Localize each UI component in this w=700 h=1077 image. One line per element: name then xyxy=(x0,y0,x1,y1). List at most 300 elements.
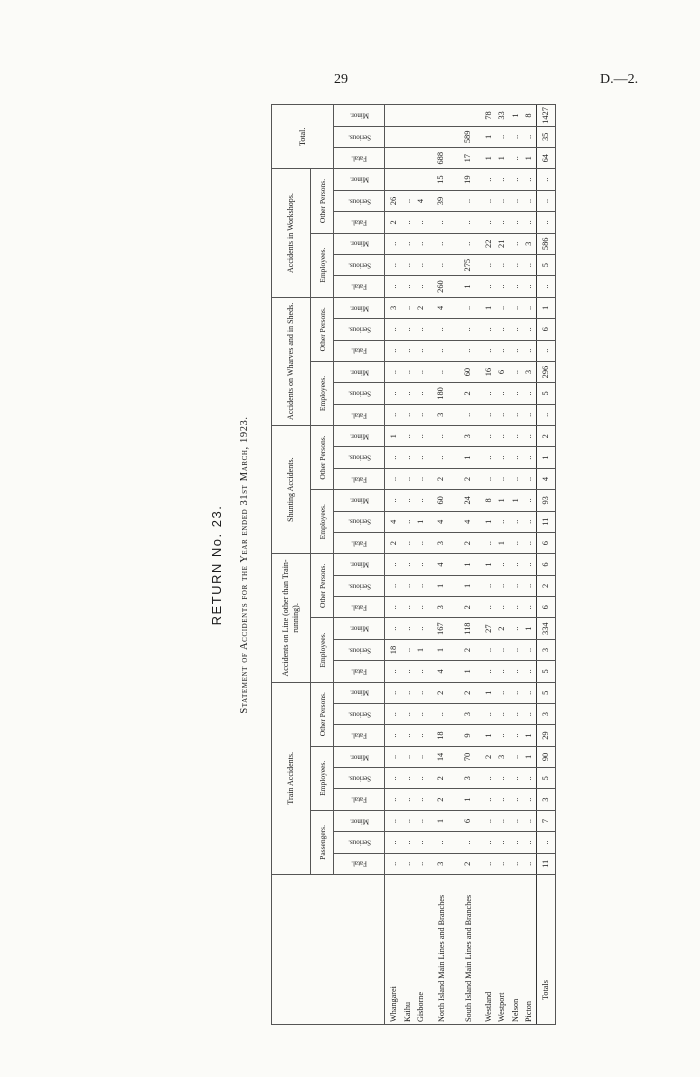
table-cell: .. xyxy=(385,661,401,682)
table-cell: .. xyxy=(509,254,523,275)
table-cell xyxy=(414,126,428,147)
table-cell: .. xyxy=(482,447,496,468)
table-cell: 2 xyxy=(455,597,482,618)
table-row xyxy=(482,105,496,1025)
table-cell: .. xyxy=(414,426,428,447)
table-cell: .. xyxy=(509,212,523,233)
table-cell: 16 xyxy=(482,361,496,382)
table-cell: 9 xyxy=(455,725,482,746)
subgroup-header: Employees. xyxy=(311,490,334,554)
table-cell: 3 xyxy=(522,361,536,382)
table-cell: .. xyxy=(482,426,496,447)
table-cell: 2 xyxy=(428,468,455,489)
table-cell: .. xyxy=(414,853,428,874)
table-cell: .. xyxy=(428,704,455,725)
table-cell: .. xyxy=(522,169,536,190)
column-header: Fatal. xyxy=(334,276,385,297)
table-cell: .. xyxy=(401,532,415,553)
table-cell: 1 xyxy=(482,511,496,532)
table-cell: .. xyxy=(522,597,536,618)
table-cell xyxy=(401,126,415,147)
table-cell: .. xyxy=(414,768,428,789)
column-header: Minor. xyxy=(334,490,385,511)
row-label: Westport xyxy=(495,875,509,1025)
table-cell: .. xyxy=(482,810,496,831)
table-cell: 3 xyxy=(536,639,555,660)
column-header: Serious. xyxy=(334,768,385,789)
table-cell xyxy=(428,105,455,126)
table-cell: 1 xyxy=(536,297,555,318)
table-cell: .. xyxy=(495,468,509,489)
table-cell: 2 xyxy=(455,468,482,489)
table-cell: 21 xyxy=(495,233,509,254)
table-cell: .. xyxy=(401,725,415,746)
table-cell: 1 xyxy=(482,682,496,703)
table-cell: 2 xyxy=(414,297,428,318)
table-cell: .. xyxy=(509,853,523,874)
table-cell: .. xyxy=(401,768,415,789)
table-cell: .. xyxy=(522,810,536,831)
table-cell: 2 xyxy=(455,682,482,703)
table-cell: .. xyxy=(495,725,509,746)
table-cell: .. xyxy=(482,212,496,233)
table-cell: .. xyxy=(428,340,455,361)
table-cell: .. xyxy=(482,768,496,789)
table-cell: 4 xyxy=(536,468,555,489)
table-cell: 2 xyxy=(428,682,455,703)
table-cell: .. xyxy=(522,832,536,853)
table-cell: 5 xyxy=(536,661,555,682)
table-cell: .. xyxy=(414,212,428,233)
return-title: RETURN No. 23. xyxy=(209,504,224,626)
table-cell: 1 xyxy=(522,618,536,639)
table-cell: .. xyxy=(401,661,415,682)
column-header: Minor. xyxy=(334,233,385,254)
row-label: Picton xyxy=(522,875,536,1025)
table-cell: .. xyxy=(482,383,496,404)
table-cell: 2 xyxy=(536,575,555,596)
table-cell: .. xyxy=(414,832,428,853)
table-cell: .. xyxy=(414,618,428,639)
table-cell: 589 xyxy=(455,126,482,147)
table-cell: .. xyxy=(401,704,415,725)
table-cell: 3 xyxy=(455,768,482,789)
table-cell: .. xyxy=(385,404,401,425)
table-cell: .. xyxy=(414,725,428,746)
table-cell: .. xyxy=(401,297,415,318)
table-cell: 4 xyxy=(428,511,455,532)
table-cell: 3 xyxy=(495,746,509,767)
table-cell: .. xyxy=(482,254,496,275)
table-cell: .. xyxy=(385,810,401,831)
column-header: Fatal. xyxy=(334,597,385,618)
subgroup-header: Other Persons. xyxy=(311,169,334,233)
column-header: Minor. xyxy=(334,746,385,767)
row-label: South Island Main Lines and Branches xyxy=(455,875,482,1025)
page-number: 29 xyxy=(334,72,348,87)
table-cell: .. xyxy=(401,447,415,468)
table-cell: .. xyxy=(482,532,496,553)
table-cell: .. xyxy=(401,212,415,233)
table-cell: .. xyxy=(414,468,428,489)
row-label: Westland xyxy=(482,875,496,1025)
table-cell: .. xyxy=(414,383,428,404)
table-cell: .. xyxy=(401,233,415,254)
table-cell: .. xyxy=(522,575,536,596)
subgroup-header: Employees. xyxy=(311,618,334,682)
column-header: Minor. xyxy=(334,297,385,318)
column-header: Minor. xyxy=(334,361,385,382)
table-cell: 2 xyxy=(428,789,455,810)
table-cell: 4 xyxy=(428,297,455,318)
table-cell: 6 xyxy=(536,532,555,553)
table-cell: .. xyxy=(509,618,523,639)
column-header: Fatal. xyxy=(334,725,385,746)
table-cell: .. xyxy=(401,490,415,511)
table-cell: .. xyxy=(482,661,496,682)
table-cell: 1 xyxy=(522,725,536,746)
table-cell: .. xyxy=(385,597,401,618)
table-row xyxy=(385,105,401,1025)
table-cell: 1 xyxy=(455,276,482,297)
table-cell: .. xyxy=(401,319,415,340)
table-cell: 1 xyxy=(482,554,496,575)
table-cell: .. xyxy=(482,789,496,810)
table-cell: 4 xyxy=(428,554,455,575)
table-row xyxy=(455,105,482,1025)
table-cell: 18 xyxy=(428,725,455,746)
table-cell: .. xyxy=(428,212,455,233)
column-header: Minor. xyxy=(334,682,385,703)
table-cell: .. xyxy=(428,361,455,382)
table-cell: .. xyxy=(385,468,401,489)
table-cell: 2 xyxy=(482,746,496,767)
table-cell: 1 xyxy=(536,447,555,468)
table-cell: .. xyxy=(495,832,509,853)
table-cell: 1 xyxy=(482,297,496,318)
table-cell: .. xyxy=(522,383,536,404)
table-cell: .. xyxy=(522,297,536,318)
table-cell: 6 xyxy=(495,361,509,382)
table-cell: .. xyxy=(385,276,401,297)
table-cell: 2 xyxy=(428,768,455,789)
table-cell: 1 xyxy=(428,575,455,596)
table-row xyxy=(522,105,536,1025)
table-cell: .. xyxy=(522,276,536,297)
table-cell: 11 xyxy=(536,511,555,532)
table-cell: 5 xyxy=(536,768,555,789)
table-cell: 2 xyxy=(455,532,482,553)
table-cell: 1427 xyxy=(536,105,555,126)
table-cell: .. xyxy=(495,340,509,361)
table-cell: 1 xyxy=(509,490,523,511)
table-cell: .. xyxy=(401,746,415,767)
row-label: Nelson xyxy=(509,875,523,1025)
table-cell: .. xyxy=(495,511,509,532)
table-cell: .. xyxy=(414,661,428,682)
column-header: Serious. xyxy=(334,447,385,468)
table-cell: .. xyxy=(522,768,536,789)
table-cell: 1 xyxy=(455,661,482,682)
table-cell: .. xyxy=(414,746,428,767)
table-cell: .. xyxy=(414,319,428,340)
table-cell: .. xyxy=(385,704,401,725)
table-cell: .. xyxy=(495,297,509,318)
table-cell: .. xyxy=(401,340,415,361)
accidents-table xyxy=(271,104,556,1025)
table-cell: .. xyxy=(536,212,555,233)
table-cell: .. xyxy=(401,276,415,297)
table-cell: .. xyxy=(509,554,523,575)
table-cell: .. xyxy=(495,447,509,468)
table-cell: .. xyxy=(401,361,415,382)
table-cell: 6 xyxy=(455,810,482,831)
table-cell: 1 xyxy=(509,105,523,126)
table-cell xyxy=(428,126,455,147)
table-cell: .. xyxy=(509,725,523,746)
table-cell xyxy=(401,148,415,169)
table-cell: .. xyxy=(414,276,428,297)
table-cell: .. xyxy=(401,639,415,660)
table-cell: .. xyxy=(401,575,415,596)
column-header: Minor. xyxy=(334,810,385,831)
table-cell: .. xyxy=(385,725,401,746)
table-cell: .. xyxy=(509,426,523,447)
table-cell: 78 xyxy=(482,105,496,126)
table-cell: 3 xyxy=(536,704,555,725)
group-header: Shunting Accidents. xyxy=(272,426,311,554)
table-cell xyxy=(385,148,401,169)
table-cell: 60 xyxy=(428,490,455,511)
table-cell: 3 xyxy=(428,404,455,425)
table-cell: .. xyxy=(428,832,455,853)
table-cell: .. xyxy=(495,639,509,660)
table-cell: 1 xyxy=(495,148,509,169)
table-cell: .. xyxy=(536,340,555,361)
table-cell: .. xyxy=(522,254,536,275)
table-cell: .. xyxy=(401,832,415,853)
table-cell: 6 xyxy=(536,554,555,575)
table-cell: .. xyxy=(482,169,496,190)
table-cell: .. xyxy=(522,661,536,682)
table-cell: .. xyxy=(509,276,523,297)
table-cell xyxy=(414,169,428,190)
table-cell: .. xyxy=(509,190,523,211)
table-row xyxy=(495,105,509,1025)
table-cell: .. xyxy=(482,340,496,361)
table-cell: .. xyxy=(455,404,482,425)
table-cell: 1 xyxy=(414,511,428,532)
table-cell: 5 xyxy=(536,682,555,703)
table-cell: .. xyxy=(522,404,536,425)
table-cell: .. xyxy=(522,704,536,725)
table-cell: .. xyxy=(509,148,523,169)
table-cell: 3 xyxy=(536,789,555,810)
table-cell: 1 xyxy=(428,639,455,660)
table-cell: .. xyxy=(385,447,401,468)
table-cell: .. xyxy=(495,575,509,596)
table-cell: .. xyxy=(522,682,536,703)
table-cell: .. xyxy=(509,383,523,404)
table-cell: 93 xyxy=(536,490,555,511)
table-cell: 1 xyxy=(482,725,496,746)
table-cell: .. xyxy=(522,126,536,147)
table-cell: .. xyxy=(482,575,496,596)
column-header: Serious. xyxy=(334,126,385,147)
column-header: Minor. xyxy=(334,105,385,126)
table-cell: .. xyxy=(495,768,509,789)
table-cell: .. xyxy=(495,383,509,404)
table-cell: .. xyxy=(401,789,415,810)
table-cell: .. xyxy=(509,468,523,489)
column-header: Fatal. xyxy=(334,212,385,233)
table-cell: .. xyxy=(414,404,428,425)
column-header: Fatal. xyxy=(334,148,385,169)
table-cell: .. xyxy=(401,810,415,831)
table-row xyxy=(509,105,523,1025)
table-cell: .. xyxy=(522,511,536,532)
table-row xyxy=(428,105,455,1025)
table-cell: .. xyxy=(522,190,536,211)
table-cell: 334 xyxy=(536,618,555,639)
rotated-table-sheet xyxy=(205,105,675,1025)
table-cell: .. xyxy=(385,789,401,810)
table-row xyxy=(401,105,415,1025)
table-cell: 586 xyxy=(536,233,555,254)
table-cell: .. xyxy=(509,340,523,361)
document-reference: D.—2. xyxy=(600,72,639,87)
table-cell: .. xyxy=(482,704,496,725)
table-cell: .. xyxy=(536,832,555,853)
table-cell: .. xyxy=(385,832,401,853)
table-cell: .. xyxy=(482,639,496,660)
table-cell: .. xyxy=(414,532,428,553)
table-cell: 5 xyxy=(536,383,555,404)
table-cell: .. xyxy=(495,319,509,340)
table-cell: .. xyxy=(482,853,496,874)
column-header: Fatal. xyxy=(334,468,385,489)
table-cell: .. xyxy=(414,490,428,511)
table-cell: .. xyxy=(414,233,428,254)
table-cell: 1 xyxy=(455,554,482,575)
table-cell xyxy=(455,105,482,126)
table-cell: .. xyxy=(385,319,401,340)
table-cell: .. xyxy=(509,319,523,340)
column-header: Minor. xyxy=(334,618,385,639)
table-cell: .. xyxy=(455,190,482,211)
table-cell: 3 xyxy=(455,426,482,447)
table-cell: .. xyxy=(428,233,455,254)
table-cell: .. xyxy=(428,447,455,468)
table-cell: .. xyxy=(455,319,482,340)
table-cell: 90 xyxy=(536,746,555,767)
table-cell: .. xyxy=(495,789,509,810)
table-cell: .. xyxy=(522,789,536,810)
table-cell: 2 xyxy=(385,212,401,233)
table-row xyxy=(414,105,428,1025)
column-header: Minor. xyxy=(334,554,385,575)
table-cell: .. xyxy=(495,704,509,725)
table-cell xyxy=(401,105,415,126)
table-cell: 39 xyxy=(428,190,455,211)
table-cell: 1 xyxy=(522,746,536,767)
table-cell xyxy=(414,148,428,169)
row-label: Gisborne xyxy=(414,875,428,1025)
table-cell: .. xyxy=(495,554,509,575)
table-cell: .. xyxy=(522,468,536,489)
table-cell: 2 xyxy=(455,853,482,874)
table-cell: .. xyxy=(495,661,509,682)
table-cell: .. xyxy=(509,661,523,682)
table-cell: .. xyxy=(522,532,536,553)
table-cell: .. xyxy=(401,682,415,703)
row-label: North Island Main Lines and Branches xyxy=(428,875,455,1025)
subgroup-header: Passengers. xyxy=(311,810,334,874)
table-cell: .. xyxy=(522,639,536,660)
table-cell: .. xyxy=(522,447,536,468)
table-cell: 1 xyxy=(385,426,401,447)
subgroup-header: Employees. xyxy=(311,233,334,297)
table-cell: .. xyxy=(509,361,523,382)
table-cell: 4 xyxy=(428,661,455,682)
table-cell: 2 xyxy=(455,639,482,660)
subgroup-header: Other Persons. xyxy=(311,297,334,361)
group-header: Accidents on Wharves and in Sheds. xyxy=(272,297,311,425)
table-cell: 2 xyxy=(455,383,482,404)
table-cell: 1 xyxy=(455,789,482,810)
column-header: Fatal. xyxy=(334,661,385,682)
table-cell: .. xyxy=(385,575,401,596)
table-cell xyxy=(385,126,401,147)
table-cell: .. xyxy=(401,383,415,404)
table-cell: .. xyxy=(522,490,536,511)
table-cell: 60 xyxy=(455,361,482,382)
table-cell: .. xyxy=(455,212,482,233)
table-cell: .. xyxy=(385,340,401,361)
table-cell: .. xyxy=(509,575,523,596)
row-label: Whangarei xyxy=(385,875,401,1025)
table-cell: .. xyxy=(385,618,401,639)
table-cell: 260 xyxy=(428,276,455,297)
table-cell: .. xyxy=(509,511,523,532)
table-cell: 180 xyxy=(428,383,455,404)
row-label: Totals xyxy=(536,875,555,1025)
table-cell: .. xyxy=(509,126,523,147)
subgroup-header: Other Persons. xyxy=(311,426,334,490)
table-cell: .. xyxy=(509,682,523,703)
table-cell: 688 xyxy=(428,148,455,169)
table-cell: 27 xyxy=(482,618,496,639)
table-cell: 118 xyxy=(455,618,482,639)
table-cell: 70 xyxy=(455,746,482,767)
table-cell: .. xyxy=(401,511,415,532)
table-cell: .. xyxy=(414,361,428,382)
table-cell: .. xyxy=(401,254,415,275)
column-header: Serious. xyxy=(334,832,385,853)
table-cell: .. xyxy=(495,810,509,831)
table-cell: .. xyxy=(509,832,523,853)
column-header: Serious. xyxy=(334,254,385,275)
table-cell: .. xyxy=(495,682,509,703)
table-cell: .. xyxy=(414,789,428,810)
table-cell: .. xyxy=(414,340,428,361)
table-cell: .. xyxy=(509,704,523,725)
table-cell: .. xyxy=(522,426,536,447)
table-cell: .. xyxy=(428,319,455,340)
table-cell: 2 xyxy=(385,532,401,553)
table-cell: .. xyxy=(482,190,496,211)
group-header: Accidents on Line (other than Train-running). xyxy=(272,554,311,682)
